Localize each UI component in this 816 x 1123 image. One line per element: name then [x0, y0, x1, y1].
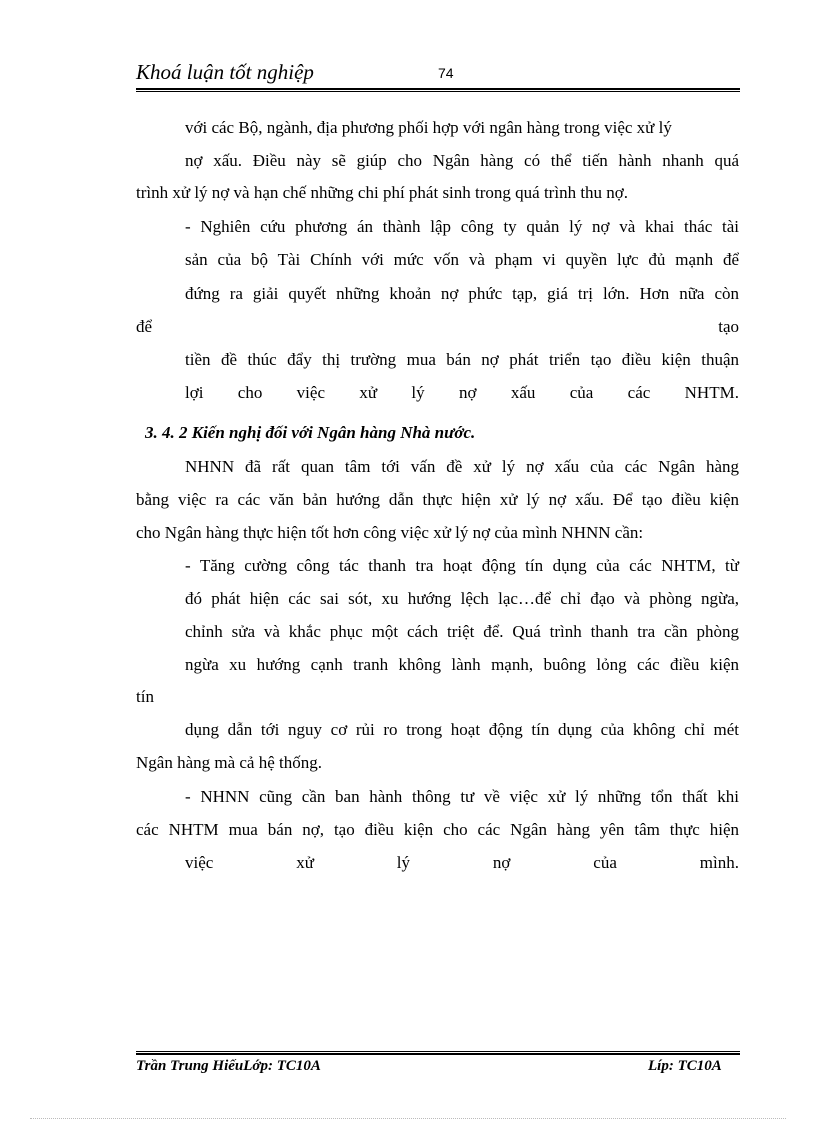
word: NHTM.: [684, 383, 739, 402]
paragraph-line: các NHTM mua bán nợ, tạo điều kiện cho các Ngân hàng yên tâm thực hiện: [136, 820, 739, 839]
word: cho: [237, 383, 263, 402]
word: tạo: [718, 317, 739, 336]
word: nợ: [458, 383, 477, 402]
paragraph-line: đứng ra giải quyết những khoản nợ phức tạp, giá trị lớn. Hơn nữa còn: [185, 284, 739, 303]
paragraph-line: bằng việc ra các văn bản hướng dẫn thực hiện xử lý nợ xấu. Để tạo điều kiện: [136, 490, 739, 509]
paragraph-line: [136, 316, 739, 338]
paragraph-line: - NHNN cũng cần ban hành thông tư về việc xử lý những tổn thất khi: [185, 787, 739, 806]
paragraph-line: trình xử lý nợ và hạn chế những chi phí phát sinh trong quá trình thu nợ.: [136, 183, 629, 202]
word: lý: [411, 383, 425, 402]
paragraph-line: dụng dẫn tới nguy cơ rủi ro trong hoạt động tín dụng của không chỉ mét: [185, 720, 739, 739]
word: việc: [185, 853, 214, 872]
word: nợ: [492, 853, 511, 872]
header-rule-thin: [136, 91, 740, 92]
word: để: [136, 317, 153, 336]
paragraph-line: cho Ngân hàng thực hiện tốt hơn công việc xử lý nợ của mình NHNN cần:: [136, 523, 644, 542]
word: xấu: [510, 383, 536, 402]
word: lợi: [185, 383, 204, 402]
word: lý: [396, 853, 411, 872]
word: xử: [296, 853, 314, 872]
paragraph-line: - Tăng cường công tác thanh tra hoạt động tín dụng của các NHTM, từ: [185, 556, 739, 575]
paragraph-line: - Nghiên cứu phương án thành lập công ty quản lý nợ và khai thác tài: [185, 217, 739, 236]
paragraph-line: tiền đề thúc đẩy thị trường mua bán nợ phát triển tạo điều kiện thuận: [185, 350, 739, 369]
page-number: 74: [438, 65, 454, 81]
word: của: [569, 383, 594, 402]
page-edge-dots: [30, 1118, 786, 1119]
paragraph-line: nợ xấu. Điều này sẽ giúp cho Ngân hàng có thể tiến hành nhanh quá: [185, 151, 739, 170]
footer-author: Trần Trung HiếuLớp: TC10A: [136, 1058, 321, 1074]
paragraph-line: Ngân hàng mà cả hệ thống.: [136, 753, 322, 772]
word: việc: [296, 383, 325, 402]
paragraph-line: đó phát hiện các sai sót, xu hướng lệch lạc…để chỉ đạo và phòng ngừa,: [185, 589, 739, 608]
footer-class: Líp: TC10A: [648, 1058, 722, 1074]
word: các: [627, 383, 651, 402]
header-title: Khoá luận tốt nghiệp: [136, 60, 314, 84]
paragraph-line: chỉnh sửa và khắc phục một cách triệt để. Quá trình thanh tra cần phòng: [185, 622, 739, 641]
footer-rule: [136, 1051, 740, 1052]
paragraph-line: [185, 852, 739, 874]
paragraph-line: sản của bộ Tài Chính với mức vốn và phạm vi quyền lực đủ mạnh để: [185, 250, 739, 269]
word: mình.: [699, 853, 739, 872]
section-heading: 3. 4. 2 Kiến nghị đối với Ngân hàng Nhà nước.: [145, 423, 476, 442]
footer-rule-thick: [136, 1053, 740, 1055]
paragraph-line: tín: [136, 687, 154, 706]
word: xử: [359, 383, 378, 402]
paragraph-line: [185, 382, 739, 404]
paragraph-line: với các Bộ, ngành, địa phương phối hợp với ngân hàng trong việc xử lý: [185, 118, 672, 137]
word: của: [593, 853, 617, 872]
paragraph-line: ngừa xu hướng cạnh tranh không lành mạnh, buông lỏng các điều kiện: [185, 655, 739, 674]
header-rule: [136, 88, 740, 90]
paragraph-line: NHNN đã rất quan tâm tới vấn đề xử lý nợ xấu của các Ngân hàng: [185, 457, 739, 476]
